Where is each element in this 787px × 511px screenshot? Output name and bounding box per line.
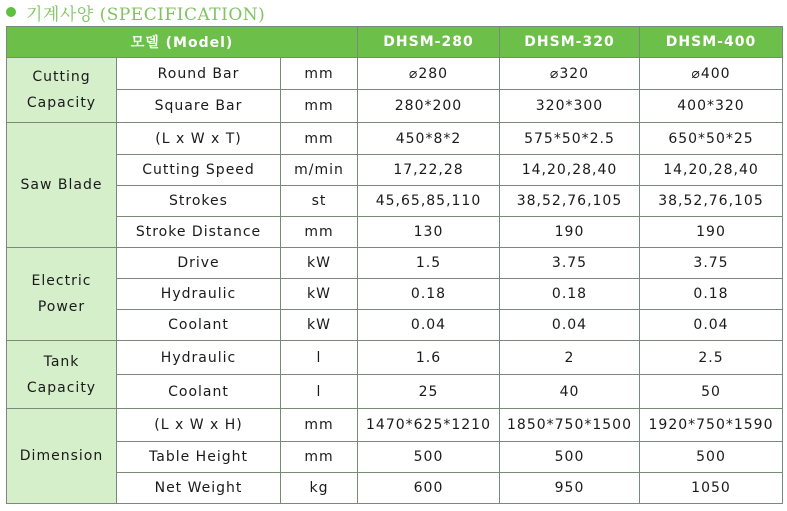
item-label-cell: Net Weight [117,473,281,504]
model-header-280: DHSM-280 [358,27,500,58]
value-cell: 450*8*2 [358,123,500,155]
group-label-cell: Tank Capacity [7,341,117,409]
item-label-cell: Hydraulic [117,341,281,375]
bullet-icon [6,7,16,17]
spec-table [6,26,783,504]
unit-cell: mm [281,90,358,123]
unit-cell: st [281,186,358,217]
value-cell: 17,22,28 [358,155,500,186]
value-cell: 650*50*25 [640,123,783,155]
item-label-cell: Hydraulic [117,279,281,310]
table-row [7,279,783,310]
model-header-400: DHSM-400 [640,27,783,58]
value-cell: 3.75 [500,248,640,279]
unit-cell: mm [281,123,358,155]
group-label-cell: Saw Blade [7,123,117,248]
item-label-cell: Round Bar [117,58,281,90]
value-cell: ⌀280 [358,58,500,90]
value-cell: 38,52,76,105 [500,186,640,217]
unit-cell: kW [281,310,358,341]
value-cell: 14,20,28,40 [640,155,783,186]
value-cell: 1050 [640,473,783,504]
value-cell: 190 [640,217,783,248]
item-label-cell: Strokes [117,186,281,217]
spec-table-body [7,27,783,504]
model-header-320: DHSM-320 [500,27,640,58]
value-cell: 950 [500,473,640,504]
value-cell: 600 [358,473,500,504]
group-label-cell: Dimension [7,409,117,504]
item-label-cell: Cutting Speed [117,155,281,186]
table-row [7,310,783,341]
unit-cell: mm [281,442,358,473]
value-cell: 0.04 [358,310,500,341]
unit-cell: mm [281,409,358,442]
table-row [7,123,783,155]
unit-cell: m/min [281,155,358,186]
value-cell: ⌀320 [500,58,640,90]
value-cell: 1.6 [358,341,500,375]
item-label-cell: Square Bar [117,90,281,123]
value-cell: 40 [500,375,640,409]
section-title: 기계사양 (SPECIFICATION) [26,4,266,25]
unit-cell: kg [281,473,358,504]
table-row [7,442,783,473]
value-cell: 38,52,76,105 [640,186,783,217]
unit-cell: kW [281,279,358,310]
table-row [7,186,783,217]
item-label-cell: Table Height [117,442,281,473]
value-cell: 2.5 [640,341,783,375]
item-label-cell: Drive [117,248,281,279]
value-cell: 14,20,28,40 [500,155,640,186]
table-row [7,248,783,279]
item-label-cell: (L x W x H) [117,409,281,442]
item-label-cell: Coolant [117,310,281,341]
value-cell: 3.75 [640,248,783,279]
unit-cell: mm [281,217,358,248]
table-row [7,409,783,442]
value-cell: 0.18 [500,279,640,310]
value-cell: 0.18 [640,279,783,310]
value-cell: 25 [358,375,500,409]
value-cell: 280*200 [358,90,500,123]
value-cell: 500 [358,442,500,473]
value-cell: 0.04 [640,310,783,341]
item-label-cell: (L x W x T) [117,123,281,155]
table-row [7,58,783,90]
value-cell: 1470*625*1210 [358,409,500,442]
value-cell: 500 [500,442,640,473]
value-cell: 0.04 [500,310,640,341]
value-cell: 575*50*2.5 [500,123,640,155]
value-cell: 1.5 [358,248,500,279]
value-cell: 1850*750*1500 [500,409,640,442]
table-row [7,90,783,123]
unit-cell: l [281,341,358,375]
value-cell: 190 [500,217,640,248]
value-cell: 2 [500,341,640,375]
model-header-cell: 모델 (Model) [7,27,358,58]
item-label-cell: Coolant [117,375,281,409]
table-header-row [7,27,783,58]
value-cell: 45,65,85,110 [358,186,500,217]
value-cell: 50 [640,375,783,409]
table-row [7,375,783,409]
value-cell: 0.18 [358,279,500,310]
value-cell: 1920*750*1590 [640,409,783,442]
value-cell: ⌀400 [640,58,783,90]
group-label-cell: Cutting Capacity [7,58,117,123]
value-cell: 130 [358,217,500,248]
table-row [7,473,783,504]
unit-cell: kW [281,248,358,279]
table-row [7,341,783,375]
section-title-row [6,0,265,24]
item-label-cell: Stroke Distance [117,217,281,248]
table-row [7,155,783,186]
value-cell: 400*320 [640,90,783,123]
unit-cell: l [281,375,358,409]
table-row [7,217,783,248]
group-label-cell: Electric Power [7,248,117,341]
value-cell: 500 [640,442,783,473]
unit-cell: mm [281,58,358,90]
value-cell: 320*300 [500,90,640,123]
